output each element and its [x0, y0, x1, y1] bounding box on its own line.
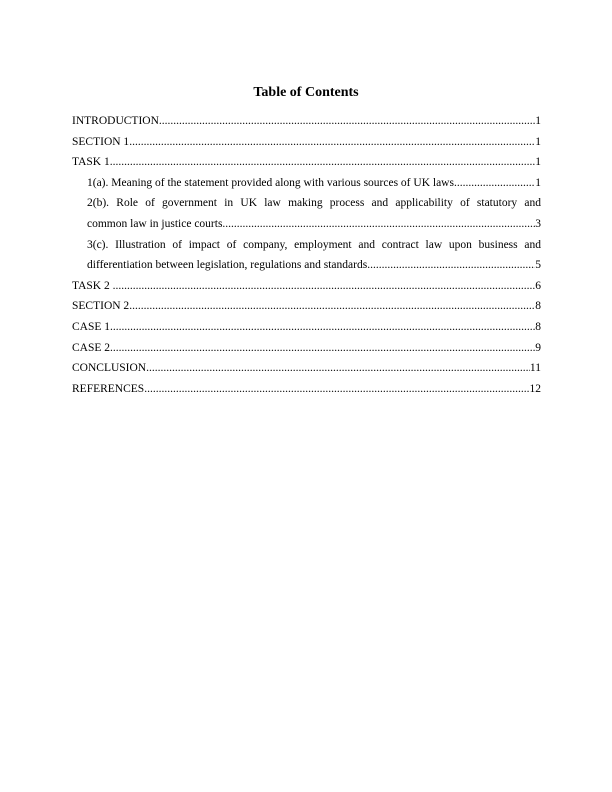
toc-page-number: 1 — [535, 156, 541, 169]
toc-entry-introduction[interactable] — [72, 111, 541, 132]
toc-page-number: 12 — [529, 382, 541, 395]
toc-page-number: 9 — [535, 341, 541, 354]
toc-page-number: 8 — [535, 300, 541, 313]
toc-title: Table of Contents — [253, 85, 359, 100]
toc-page-number: 11 — [529, 362, 541, 375]
toc-entry-case-1[interactable] — [72, 317, 541, 338]
toc-entry-1a[interactable] — [72, 173, 541, 194]
toc-entry-label: REFERENCES — [72, 382, 145, 395]
toc-entry-references[interactable] — [72, 379, 541, 400]
toc-entry-task-1[interactable] — [72, 152, 541, 173]
dot-leader — [110, 338, 535, 359]
toc-page-number: 1 — [535, 176, 541, 189]
toc-entry-label: CASE 2 — [72, 341, 111, 354]
dot-leader — [110, 152, 536, 173]
toc-page-number: 3 — [535, 217, 541, 230]
toc-page-number: 8 — [535, 320, 541, 333]
toc-entry-label-line2: common law in justice courts — [87, 217, 223, 230]
dot-leader — [129, 296, 535, 317]
toc-entry-label: CASE 1 — [72, 320, 111, 333]
toc-entry-label-line1: 3(c). Illustration of impact of company, employment and contract law upon business and — [87, 238, 541, 251]
toc-page-number: 1 — [535, 135, 541, 148]
toc-entry-label: TASK 2 — [72, 279, 113, 292]
dot-leader — [454, 173, 535, 194]
toc-entry-case-2[interactable] — [72, 338, 541, 359]
toc-page-number: 1 — [535, 115, 541, 127]
dot-leader — [144, 379, 529, 400]
dot-leader — [222, 214, 535, 235]
toc-entry-label: INTRODUCTION — [72, 115, 159, 127]
toc-entry-section-1[interactable] — [72, 132, 541, 153]
dot-leader — [146, 358, 530, 379]
toc-entry-label: TASK 1 — [72, 156, 110, 169]
toc-entry-label-line2: differentiation between legislation, regulations and standards — [87, 259, 368, 272]
toc-entry-task-2[interactable] — [72, 276, 541, 297]
toc-page-number: 5 — [535, 259, 541, 272]
table-of-contents — [72, 111, 541, 399]
toc-page-number: 6 — [535, 279, 541, 292]
toc-entry-label-line1: 2(b). Role of government in UK law making process and applicability of statutory and — [87, 197, 541, 210]
toc-entry-2b[interactable] — [72, 193, 541, 234]
toc-entry-conclusion[interactable] — [72, 358, 541, 379]
dot-leader — [367, 255, 535, 276]
dot-leader — [113, 276, 536, 297]
toc-entry-label: CONCLUSION — [72, 362, 147, 375]
dot-leader — [159, 111, 535, 132]
toc-entry-label: SECTION 1 — [72, 135, 130, 148]
dot-leader — [110, 317, 535, 338]
toc-entry-label: 1(a). Meaning of the statement provided along with various sources of UK laws — [87, 176, 454, 189]
toc-entry-3c[interactable] — [72, 235, 541, 276]
toc-entry-label: SECTION 2 — [72, 300, 130, 313]
toc-entry-section-2[interactable] — [72, 296, 541, 317]
dot-leader — [129, 132, 535, 153]
